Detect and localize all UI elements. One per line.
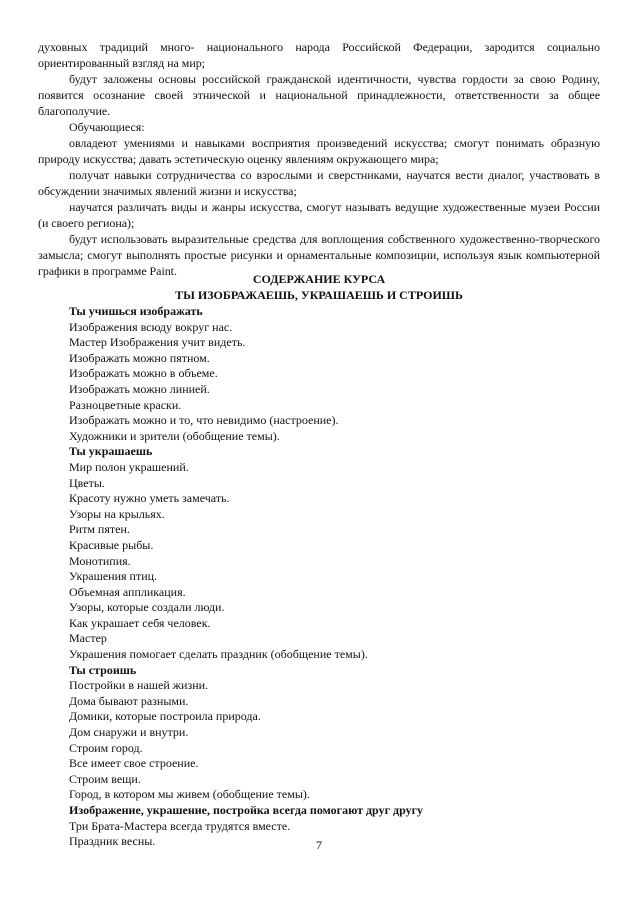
list-item: Домики, которые построила природа. [69,709,261,724]
list-item: Мастер [69,631,107,646]
list-item: Узоры, которые создали люди. [69,600,225,615]
list-item: Красивые рыбы. [69,537,154,552]
list-item: Дома бывают разными. [69,693,189,708]
list-item: Изображать можно в объеме. [69,366,218,381]
course-content-heading: СОДЕРЖАНИЕ КУРСА [252,272,386,286]
list-item: Разноцветные краски. [69,397,182,412]
list-item: Дом снаружи и внутри. [69,725,189,740]
list-item: Строим вещи. [69,771,141,786]
paragraph: духовных традиций много- национального народа Российской Федерации, зародится социально ориентированный взгляд на мир; [38,40,600,70]
paragraph: будут заложены основы российской гражданской идентичности, чувства гордости за свою Родину, появится осознание своей этнической и национальной принадлежности, ответственности за общее благополучие. [38,72,600,118]
list-item: Ритм пятен. [69,522,130,537]
paragraph: научатся различать виды и жанры искусства, смогут называть ведущие художественные музеи России (и своего региона); [38,200,600,230]
list-item: Мастер Изображения учит видеть. [69,335,246,350]
topic-list [69,304,609,850]
list-item: Цветы. [69,475,105,490]
section-heading: Изображение, украшение, постройка всегда помогают друг другу [69,803,424,817]
paragraph: Обучающиеся: [69,120,145,134]
list-item: Мир полон украшений. [69,459,189,474]
intro-text [38,39,600,279]
list-item: Все имеет свое строение. [69,756,199,771]
list-item: Красоту нужно уметь замечать. [69,491,230,506]
list-item: Три Брата-Мастера всегда трудятся вместе. [69,818,291,833]
section-heading: Ты украшаешь [69,444,153,459]
list-item: Изображать можно пятном. [69,350,210,365]
course-title-heading: ТЫ ИЗОБРАЖАЕШЬ, УКРАШАЕШЬ И СТРОИШЬ [175,288,463,302]
paragraph: овладеют умениями и навыками восприятия произведений искусства; смогут понимать образную природу искусства; давать эстетическую оценку явлениям окружающего мира; [38,136,600,166]
list-item: Монотипия. [69,553,131,568]
section-heading: Ты учишься изображать [69,304,203,318]
list-item: Изображать можно линией. [69,381,210,396]
list-item: Изображения всюду вокруг нас. [69,319,233,334]
list-item: Постройки в нашей жизни. [69,678,209,693]
list-item: Украшения помогает сделать праздник (обобщение темы). [69,647,368,662]
section-heading: Ты строишь [69,662,137,677]
list-item: Праздник весны. [69,834,156,849]
page-number: 7 [316,838,322,852]
list-item: Узоры на крыльях. [69,506,165,521]
list-item: Изображать можно и то, что невидимо (настроение). [69,413,339,428]
list-item: Строим город. [69,740,143,755]
paragraph: будут использовать выразительные средства для воплощения собственного художественно-творческого замысла; смогут выполнять простые рисунки и орнаментальные композиции, используя язык компьютерной графики в программе Paint. [38,232,600,278]
paragraph: получат навыки сотрудничества со взрослыми и сверстниками, научатся вести диалог, участвовать в обсуждении значимых явлений жизни и искусства; [38,168,600,198]
list-item: Город, в котором мы живем (обобщение темы). [69,787,310,802]
list-item: Художники и зрители (обобщение темы). [69,428,280,443]
list-item: Украшения птиц. [69,569,158,584]
list-item: Как украшает себя человек. [69,615,211,630]
list-item: Объемная аппликация. [69,584,186,599]
